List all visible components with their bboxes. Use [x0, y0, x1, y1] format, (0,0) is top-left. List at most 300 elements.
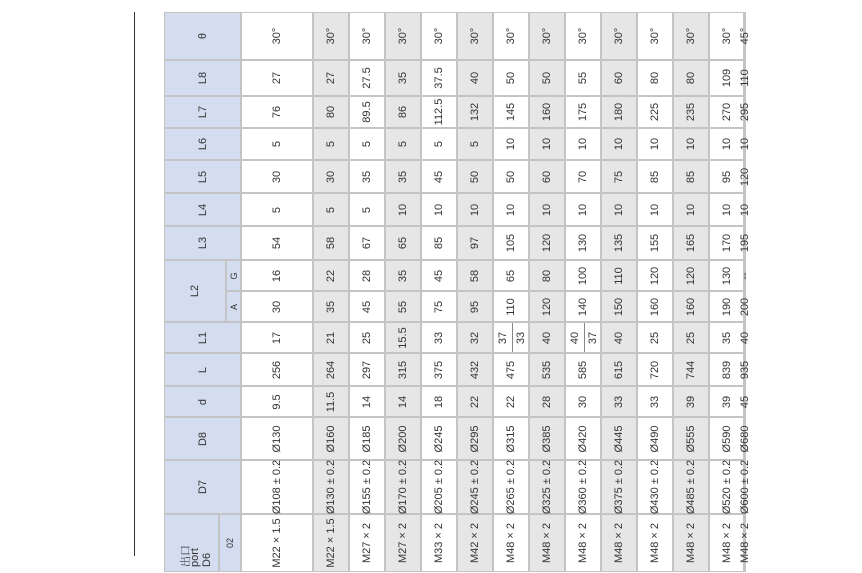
- table-cell: [349, 460, 385, 514]
- table-cell: [493, 260, 529, 291]
- table-cell: [457, 193, 493, 226]
- table-cell: [457, 96, 493, 128]
- table-cell: [349, 226, 385, 260]
- table-cell: [493, 291, 529, 322]
- table-cell: [637, 260, 673, 291]
- table-cell: [529, 291, 565, 322]
- table-cell: [601, 12, 637, 60]
- table-cell: [601, 386, 637, 417]
- cell-text: 58: [325, 236, 337, 250]
- table-cell: [241, 417, 313, 460]
- cell-text: 40: [739, 331, 751, 344]
- table-cell: [601, 353, 637, 386]
- column-header-label: L: [196, 366, 209, 373]
- cell-text: Ø155 ± 0.2: [361, 459, 373, 515]
- cell-text: Ø360 ± 0.2: [577, 459, 589, 515]
- table-cell: [739, 417, 751, 460]
- split-cell-part: [584, 323, 602, 352]
- cell-text: 30: [577, 395, 589, 408]
- table-cell: [673, 193, 709, 226]
- table-cell: [241, 260, 313, 291]
- cell-text: 200: [739, 297, 751, 316]
- cell-text: M48 × 2: [505, 522, 517, 564]
- table-cell: [637, 322, 673, 353]
- cell-text: 5: [397, 140, 409, 148]
- table-cell: [637, 60, 673, 96]
- table-cell: [421, 386, 457, 417]
- table-cell: [421, 417, 457, 460]
- table-cell: [493, 514, 529, 572]
- cell-text: 45: [739, 395, 751, 408]
- table-cell: [529, 60, 565, 96]
- column-header-label: L5: [196, 170, 209, 183]
- cell-text: Ø108 ± 0.2: [271, 459, 283, 515]
- cell-text: 120: [739, 167, 751, 186]
- cell-text: 55: [397, 300, 409, 313]
- cell-text: 10: [613, 137, 625, 151]
- table-cell: [313, 128, 349, 160]
- cell-text: M27 × 2: [397, 522, 409, 564]
- cell-text: 190: [720, 297, 733, 316]
- table-cell: [637, 226, 673, 260]
- cell-text: 10: [720, 203, 733, 216]
- cell-text: --: [739, 271, 751, 280]
- cell-text: 80: [649, 71, 661, 85]
- cell-text: Ø385: [541, 425, 553, 452]
- table-cell: [739, 459, 751, 515]
- column-header-label: L8: [196, 71, 209, 85]
- cell-text: 18: [433, 395, 445, 408]
- cell-text: 839: [720, 360, 733, 379]
- cell-text: 30°: [397, 27, 409, 45]
- table-cell: [673, 353, 709, 386]
- table-cell: [529, 460, 565, 514]
- table-cell: [673, 417, 709, 460]
- table-cell: [739, 193, 751, 226]
- sub-header-a: [226, 291, 241, 322]
- cell-text: 295: [739, 102, 751, 122]
- cell-text: 195: [739, 233, 751, 253]
- cell-text: 5: [325, 206, 337, 213]
- table-cell: [529, 12, 565, 60]
- cell-text: 11.5: [325, 391, 337, 412]
- cell-text: 45: [433, 170, 445, 183]
- cell-text: 22: [325, 269, 337, 282]
- table-cell: [565, 226, 601, 260]
- table-cell: [457, 353, 493, 386]
- cell-text: Ø485 ± 0.2: [685, 459, 697, 515]
- table-cell: [241, 193, 313, 226]
- table-cell: [637, 193, 673, 226]
- cell-text: 30°: [649, 27, 661, 45]
- cell-text: 25: [649, 331, 661, 344]
- column-header-label: D8: [196, 431, 209, 446]
- table-cell: [493, 460, 529, 514]
- cell-text: Ø185: [361, 425, 373, 452]
- cell-text: 30°: [613, 27, 625, 45]
- cell-text: 35: [397, 71, 409, 85]
- table-cell: [493, 322, 529, 353]
- table-cell: [457, 322, 493, 353]
- cell-text: 14: [397, 395, 409, 408]
- cell-text: 95: [469, 300, 481, 313]
- table-cell: [385, 260, 421, 291]
- table-cell: [385, 128, 421, 160]
- table-cell: [673, 96, 709, 128]
- table-cell: [565, 514, 601, 572]
- table-cell: [739, 322, 751, 353]
- table-cell: [241, 460, 313, 514]
- table-cell: [529, 226, 565, 260]
- table-cell: [241, 386, 313, 417]
- table-cell: [241, 291, 313, 322]
- cell-text: 30°: [685, 27, 697, 45]
- cell-text: 10: [433, 203, 445, 216]
- table-cell: [457, 291, 493, 322]
- table-cell: [457, 460, 493, 514]
- table-cell: [673, 322, 709, 353]
- cell-text: 315: [397, 360, 409, 379]
- table-cell: [673, 260, 709, 291]
- split-cell-part: [494, 323, 513, 352]
- table-cell: [385, 12, 421, 60]
- cell-text: 120: [649, 266, 661, 285]
- table-cell: [241, 514, 313, 572]
- cell-text: 60: [541, 170, 553, 183]
- cell-text: 35: [325, 300, 337, 313]
- cell-text: M22 × 1.5: [325, 518, 337, 568]
- table-cell: [421, 226, 457, 260]
- table-cell: [313, 12, 349, 60]
- cell-text: 55: [577, 71, 589, 85]
- column-header-label: L7: [196, 105, 209, 119]
- cell-text: 33: [515, 331, 527, 344]
- table-cell: [493, 128, 529, 160]
- table-cell: [529, 417, 565, 460]
- cell-text: 10: [577, 203, 589, 216]
- cell-text: 85: [649, 170, 661, 183]
- cell-text: 30°: [541, 27, 553, 45]
- cell-text: 10: [541, 203, 553, 216]
- table-cell: [493, 353, 529, 386]
- cell-text: 17: [271, 331, 283, 344]
- column-header: [164, 160, 241, 193]
- table-cell: [565, 260, 601, 291]
- table-cell: [529, 322, 565, 353]
- table-cell: [493, 386, 529, 417]
- cell-text: Ø130 ± 0.2: [325, 459, 337, 515]
- cell-text: 5: [361, 140, 373, 148]
- cell-text: 10: [505, 137, 517, 151]
- cell-text: 27.5: [361, 67, 373, 89]
- table-cell: [529, 160, 565, 193]
- cell-text: 10: [685, 137, 697, 151]
- cell-text: 30: [271, 170, 283, 183]
- column-header-label: θ: [196, 32, 209, 40]
- table-cell: [565, 291, 601, 322]
- cell-text: 40: [541, 331, 553, 344]
- table-cell: [673, 386, 709, 417]
- cell-text: 50: [505, 170, 517, 183]
- table-cell: [565, 128, 601, 160]
- cell-text: 21: [325, 331, 337, 344]
- table-cell: [241, 96, 313, 128]
- cell-text: 39: [720, 395, 733, 408]
- column-header: [164, 353, 241, 386]
- cell-text: 95: [720, 170, 733, 183]
- sub-header-label: G: [228, 271, 239, 280]
- table-cell: [421, 322, 457, 353]
- table-cell: [493, 417, 529, 460]
- table-cell: [673, 160, 709, 193]
- table-cell: [457, 226, 493, 260]
- cell-text: 28: [361, 269, 373, 282]
- column-header-label: L6: [196, 137, 209, 151]
- cell-text: 270: [720, 102, 733, 122]
- cell-text: 10: [720, 137, 733, 151]
- cell-text: 10: [397, 203, 409, 216]
- column-header-label: L2: [189, 284, 201, 298]
- cell-text: Ø130: [271, 425, 283, 452]
- cell-text: 264: [325, 360, 337, 379]
- cell-text: 16: [271, 269, 283, 282]
- table-cell: [739, 96, 751, 128]
- table-cell: [349, 12, 385, 60]
- column-header-label: d: [196, 398, 209, 405]
- cell-text: 110: [505, 297, 517, 316]
- cell-text: Ø265 ± 0.2: [505, 459, 517, 515]
- cell-text: 615: [613, 360, 625, 379]
- table-cell: [739, 12, 751, 60]
- cell-text: 10: [739, 137, 751, 151]
- cell-text: 27: [325, 71, 337, 85]
- table-cell: [529, 128, 565, 160]
- table-cell: [601, 160, 637, 193]
- cell-text: 110: [739, 69, 751, 87]
- table-cell: [349, 193, 385, 226]
- table-cell: [493, 160, 529, 193]
- cell-text: 135: [613, 233, 625, 253]
- cell-text: 5: [271, 140, 283, 148]
- table-cell: [601, 128, 637, 160]
- table-cell: [313, 353, 349, 386]
- table-cell: [637, 353, 673, 386]
- cell-text: 30: [325, 170, 337, 183]
- table-cell: [421, 193, 457, 226]
- table-cell: [739, 291, 751, 322]
- table-cell: [493, 226, 529, 260]
- table-cell: [601, 96, 637, 128]
- cell-text: 67: [361, 236, 373, 250]
- table-cell: [601, 226, 637, 260]
- cell-text: M48 × 2: [613, 522, 625, 564]
- table-cell: [493, 96, 529, 128]
- table-cell: [385, 193, 421, 226]
- table-cell: [673, 128, 709, 160]
- table-cell: [349, 514, 385, 572]
- column-header-label: L3: [196, 236, 209, 250]
- table-cell: [739, 160, 751, 193]
- cell-text: 175: [577, 102, 589, 122]
- column-header: [164, 60, 241, 96]
- cell-text: 58: [469, 269, 481, 282]
- table-cell: [673, 60, 709, 96]
- cell-text: 935: [739, 360, 751, 379]
- column-header-label: D7: [196, 479, 209, 495]
- table-cell: [637, 514, 673, 572]
- cell-text: Ø590: [720, 425, 733, 452]
- table-cell: [349, 60, 385, 96]
- cell-text: 585: [577, 360, 589, 379]
- cell-text: M48 × 2: [720, 522, 733, 564]
- table-cell: [673, 226, 709, 260]
- cell-text: 40: [613, 331, 625, 344]
- table-cell: [601, 291, 637, 322]
- cell-text: 5: [271, 206, 283, 213]
- table-cell: [565, 460, 601, 514]
- table-cell: [421, 128, 457, 160]
- cell-text: 45: [361, 300, 373, 313]
- table-cell: [349, 128, 385, 160]
- cell-text: Ø520 ± 0.2: [720, 459, 733, 515]
- column-header: [164, 417, 241, 460]
- cell-text: Ø160: [325, 425, 337, 452]
- cell-text: 160: [685, 297, 697, 316]
- cell-text: 37: [497, 331, 509, 344]
- table-cell: [385, 96, 421, 128]
- cell-text: Ø315: [505, 425, 517, 452]
- cell-text: 75: [613, 170, 625, 183]
- cell-text: 33: [613, 395, 625, 408]
- column-header-label: L1: [196, 331, 209, 344]
- table-cell: [673, 12, 709, 60]
- cell-text: 15.5: [397, 326, 409, 349]
- table-cell: [313, 260, 349, 291]
- table-cell: [421, 12, 457, 60]
- cell-text: 160: [541, 102, 553, 122]
- cell-text: 45: [433, 269, 445, 282]
- cell-text: 10: [739, 203, 751, 216]
- table-cell: [739, 260, 751, 291]
- column-header: [164, 322, 241, 353]
- table-cell: [739, 386, 751, 417]
- table-cell: [241, 160, 313, 193]
- cell-text: Ø555: [685, 425, 697, 452]
- table-cell: [565, 96, 601, 128]
- cell-text: 5: [469, 140, 481, 148]
- port-header: [164, 514, 219, 572]
- table-cell: [349, 386, 385, 417]
- table-cell: [241, 128, 313, 160]
- table-cell: [385, 460, 421, 514]
- table-cell: [601, 514, 637, 572]
- cell-text: Ø490: [649, 425, 661, 452]
- cell-text: 10: [613, 203, 625, 216]
- cell-text: M22 × 1.5: [271, 518, 283, 568]
- cell-text: M27 × 2: [361, 522, 373, 564]
- sub-header-label: A: [228, 303, 239, 310]
- table-cell: [673, 291, 709, 322]
- cell-text: 150: [613, 297, 625, 316]
- cell-text: 30°: [577, 27, 589, 45]
- table-cell: [565, 160, 601, 193]
- table-cell: [673, 514, 709, 572]
- cell-text: 97: [469, 236, 481, 250]
- cell-text: 40: [569, 331, 581, 344]
- cell-text: 50: [505, 71, 517, 85]
- cell-text: 54: [271, 236, 283, 250]
- cell-text: Ø325 ± 0.2: [541, 459, 553, 515]
- table-cell: [313, 226, 349, 260]
- table-cell: [565, 353, 601, 386]
- cell-text: 5: [325, 140, 337, 148]
- cell-text: 10: [577, 137, 589, 151]
- cell-text: 35: [397, 269, 409, 282]
- split-cell-part: [512, 323, 530, 352]
- column-header-l2: [164, 260, 226, 322]
- cell-text: 535: [541, 360, 553, 379]
- column-header: [164, 12, 241, 60]
- cell-text: 85: [685, 170, 697, 183]
- cell-text: 30°: [720, 27, 733, 45]
- table-cell: [241, 353, 313, 386]
- cell-text: 744: [685, 360, 697, 379]
- cell-text: 170: [720, 233, 733, 253]
- table-cell: [529, 514, 565, 572]
- table-cell: [385, 160, 421, 193]
- table-cell: [601, 417, 637, 460]
- port-header-line: 出口: [180, 545, 192, 567]
- cell-text: 30: [271, 300, 283, 313]
- split-cell-part: [566, 323, 585, 352]
- cell-text: 30°: [469, 27, 481, 45]
- cell-text: Ø245: [433, 425, 445, 452]
- cell-text: Ø245 ± 0.2: [469, 459, 481, 515]
- cell-text: 109: [720, 68, 733, 88]
- cell-text: M48 × 2: [685, 522, 697, 564]
- table-cell: [385, 60, 421, 96]
- cell-text: M48 × 2: [649, 522, 661, 564]
- table-cell: [241, 226, 313, 260]
- table-cell: [241, 322, 313, 353]
- cell-text: 27: [271, 71, 283, 85]
- table-cell: [493, 12, 529, 60]
- cell-text: Ø170 ± 0.2: [397, 459, 409, 515]
- cell-text: 89.5: [361, 101, 373, 123]
- cell-text: 14: [361, 395, 373, 408]
- cell-text: Ø680: [739, 425, 751, 452]
- cell-text: 35: [361, 170, 373, 183]
- table-cell: [637, 460, 673, 514]
- table-cell: [421, 460, 457, 514]
- cell-text: 140: [577, 297, 589, 316]
- table-cell: [313, 386, 349, 417]
- table-cell: [637, 417, 673, 460]
- cell-text: Ø430 ± 0.2: [649, 459, 661, 515]
- table-cell: [565, 417, 601, 460]
- table-cell: [739, 353, 751, 386]
- cell-text: 30°: [433, 27, 445, 45]
- cell-text: M48 × 2: [577, 522, 589, 564]
- cell-text: Ø600 ± 0.2: [739, 459, 751, 515]
- table-cell: [421, 353, 457, 386]
- table-cell: [421, 96, 457, 128]
- table-cell: [739, 226, 751, 260]
- table-cell: [739, 60, 751, 96]
- table-cell: [601, 260, 637, 291]
- cell-text: 35: [397, 170, 409, 183]
- table-cell: [349, 160, 385, 193]
